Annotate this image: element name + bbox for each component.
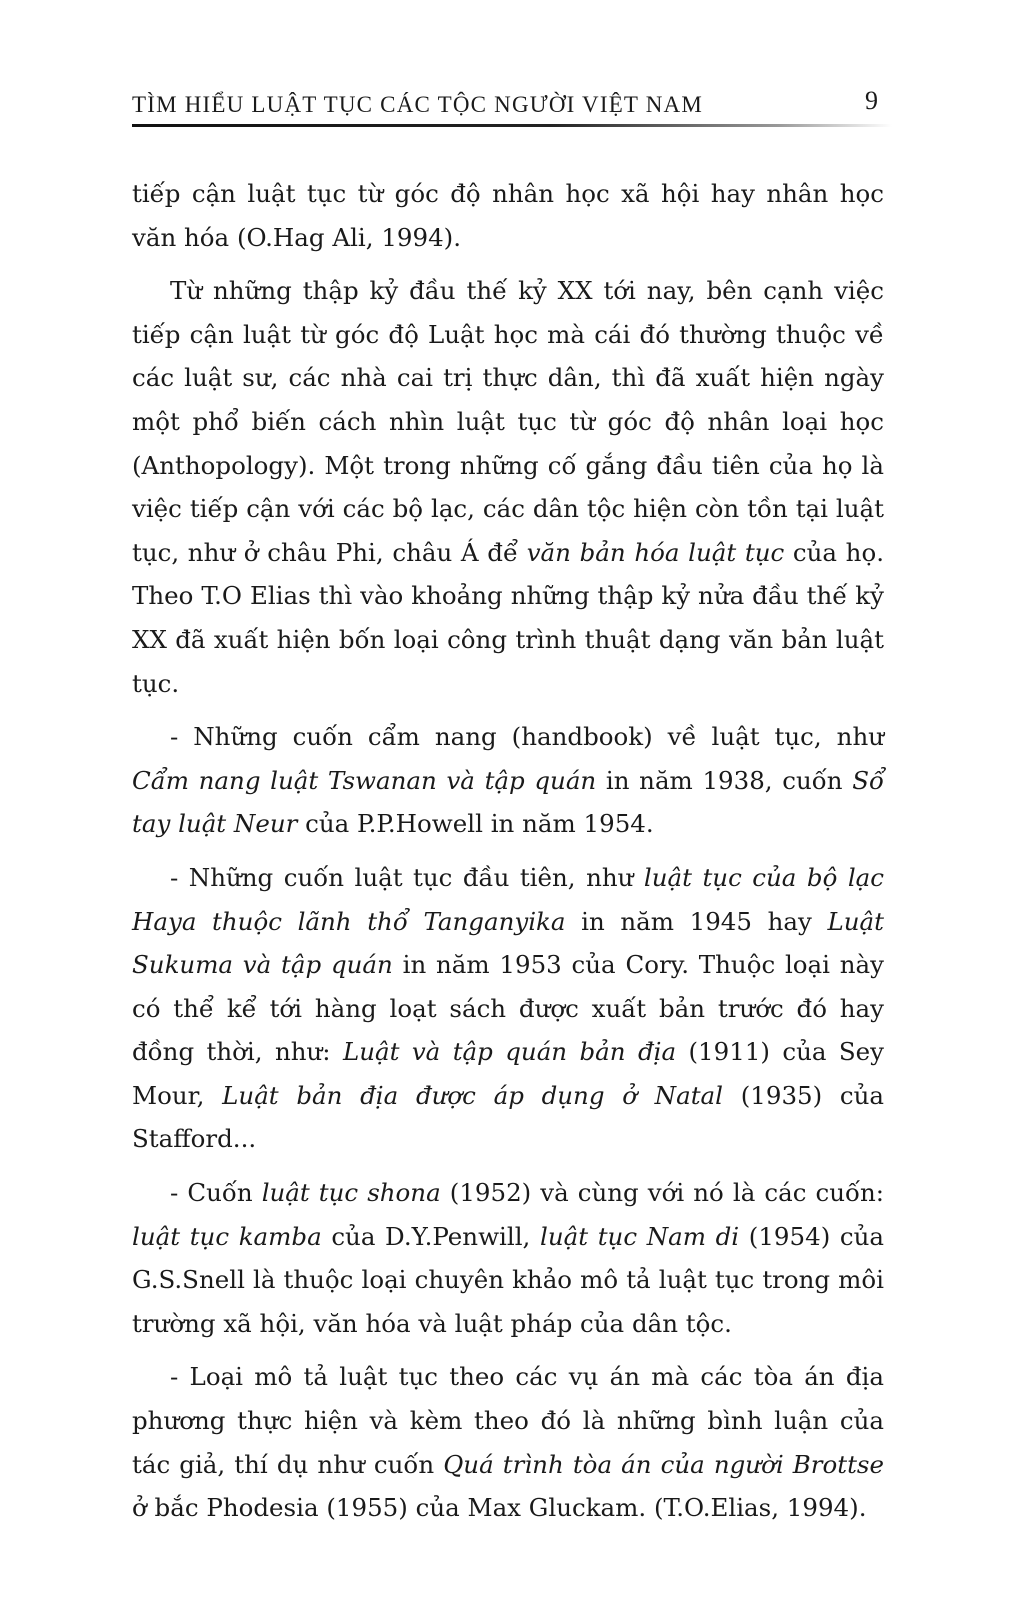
paragraph xyxy=(132,269,884,705)
paragraph-text: Từ những thập kỷ đầu thế kỷ XX tới nay, bên cạnh việc tiếp cận luật từ góc độ Luật học mà cái đó thường thuộc về các luật sư, các nhà cai trị thực dân, thì đã xuất hiện ngày một phổ biến cách nhìn luật tục từ góc độ nhân loại học (Anthopology). Một trong những cố gắng đầu tiên của họ là việc tiếp cận với các bộ lạc, các dân tộc hiện còn tồn tại luật tục, như ở châu Phi, châu Á để xyxy=(132,276,884,567)
paragraph-text: tiếp cận luật tục từ góc độ nhân học xã hội hay nhân học văn hóa (O.Hag Ali, 1994). xyxy=(132,179,884,252)
paragraph xyxy=(132,172,884,259)
book-title: luật tục của bộ lạc Haya thuộc lãnh thổ Tanganyika xyxy=(132,862,884,936)
paragraph-text: của D.Y.Penwill, xyxy=(321,1221,540,1251)
paragraph-text: - Cuốn xyxy=(170,1178,262,1208)
list-paragraph xyxy=(132,715,884,846)
paragraph-text: (1935) của Stafford... xyxy=(132,1080,885,1154)
book-title: luật tục kamba xyxy=(132,1221,322,1251)
book-title: Luật và tập quán bản địa xyxy=(342,1037,677,1067)
paragraph-text: - Những cuốn luật tục đầu tiên, như xyxy=(170,862,644,892)
paragraph-text: của họ. Theo T.O Elias thì vào khoảng những thập kỷ nửa đầu thế kỷ XX đã xuất hiện bốn loại công trình thuật dạng văn bản luật tục. xyxy=(132,537,884,698)
running-header xyxy=(132,86,892,126)
paragraph-text: in năm 1945 hay xyxy=(565,906,828,936)
running-title: TÌM HIỂU LUẬT TỤC CÁC TỘC NGƯỜI VIỆT NAM xyxy=(132,92,703,117)
paragraph-text: của P.P.Howell in năm 1954. xyxy=(297,809,654,839)
paragraph-text: (1952) và cùng với nó là các cuốn: xyxy=(440,1178,884,1208)
paragraph-text: - Loại mô tả luật tục theo các vụ án mà các tòa án địa phương thực hiện và kèm theo đó là những bình luận của tác giả, thí dụ như cuốn xyxy=(132,1362,884,1479)
paragraph-text: ở bắc Phodesia (1955) của Max Gluckam. (T.O.Elias, 1994). xyxy=(132,1493,867,1523)
book-title: Luật Sukuma và tập quán xyxy=(132,906,884,980)
list-paragraph xyxy=(132,856,884,1161)
list-paragraph xyxy=(132,1171,884,1345)
paragraph-text: in năm 1938, cuốn xyxy=(596,765,853,795)
paragraph-text: in năm 1953 của Cory. Thuộc loại này có thể kể tới hàng loạt sách được xuất bản trước đó hay đồng thời, như: xyxy=(132,950,885,1067)
header-rule xyxy=(132,124,892,127)
book-title: luật tục Nam di xyxy=(540,1221,740,1251)
paragraph-text: (1911) của Sey Mour, xyxy=(132,1037,885,1110)
list-paragraph xyxy=(132,1355,884,1529)
book-title: Cẩm nang luật Tswanan và tập quán xyxy=(132,765,597,795)
paragraph-text: - Những cuốn cẩm nang (handbook) về luật tục, như xyxy=(170,722,884,752)
book-title: luật tục shona xyxy=(261,1178,441,1208)
book-title: Sổ tay luật Neur xyxy=(132,765,884,839)
page-number: 9 xyxy=(865,86,878,115)
italic-phrase: văn bản hóa luật tục xyxy=(526,537,785,567)
body-text xyxy=(132,172,884,1540)
book-title: Quá trình tòa án của người Brottse xyxy=(443,1449,884,1479)
book-title: Luật bản địa được áp dụng ở Natal xyxy=(222,1080,724,1110)
paragraph-text: (1954) của G.S.Snell là thuộc loại chuyên khảo mô tả luật tục trong môi trường xã hội, văn hóa và luật pháp của dân tộc. xyxy=(132,1221,884,1338)
